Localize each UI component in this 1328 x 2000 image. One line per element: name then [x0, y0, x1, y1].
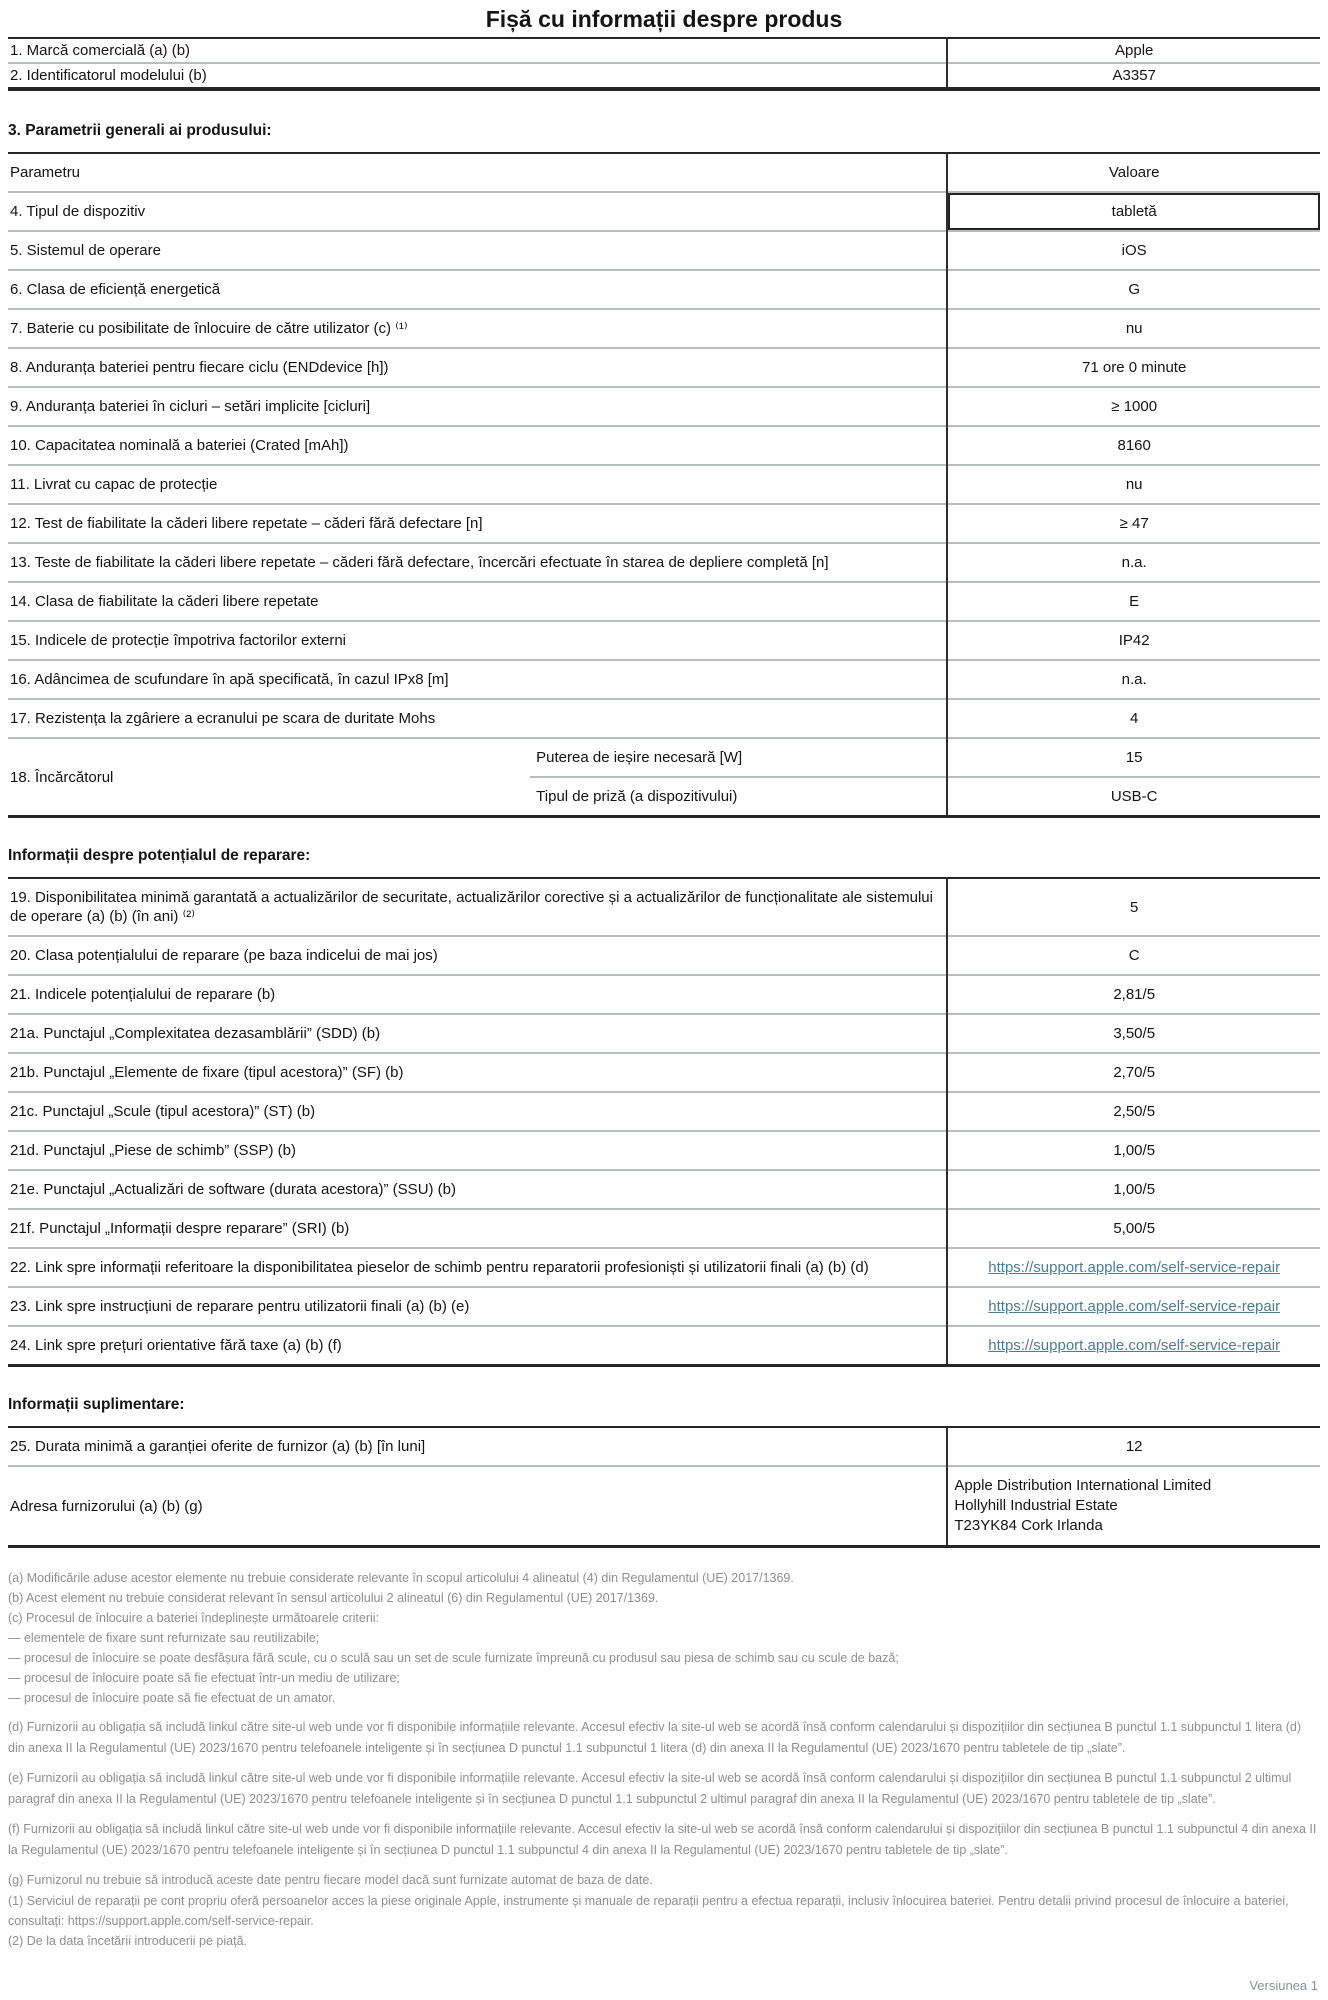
param-label: 23. Link spre instrucțiuni de reparare pentru utilizatorii finali (a) (b) (e)	[8, 1287, 947, 1326]
param-label: 20. Clasa potențialului de reparare (pe baza indicelui de mai jos)	[8, 936, 947, 975]
param-value: G	[947, 270, 1320, 309]
param-label: 16. Adâncimea de scufundare în apă specificată, în cazul IPx8 [m]	[8, 660, 947, 699]
param-label: 17. Rezistența la zgâriere a ecranului pe scara de duritate Mohs	[8, 699, 947, 738]
param-label: 21. Indicele potențialului de reparare (b)	[8, 975, 947, 1014]
param-value: 1,00/5	[947, 1170, 1320, 1209]
param-value: tabletă	[947, 192, 1320, 231]
footnote: (e) Furnizorii au obligația să includă linkul către site-ul web unde vor fi disponibile informațiile relevante. Accesul efectiv la site-ul web se acordă însă conform calendarului și dispozițiilor din secțiunea B punctul 1.1 subpunctul 2 ultimul paragraf din anexa II la Regulamentul (UE) 2023/1670 pentru telefoanele inteligente și în secțiunea D punctul 1.1 subpunctul 2 ultimul paragraf din anexa II la Regulamentul (UE) 2023/1670 pentru tabletele de tip „slate”.	[8, 1771, 1292, 1806]
table-row	[8, 38, 1320, 63]
table-row	[8, 621, 1320, 660]
param-label: 4. Tipul de dispozitiv	[8, 192, 947, 231]
table-row	[8, 660, 1320, 699]
param-label: 21b. Punctajul „Elemente de fixare (tipul acestora)” (SF) (b)	[8, 1053, 947, 1092]
param-value: C	[947, 936, 1320, 975]
param-label: 21e. Punctajul „Actualizări de software (durata acestora)” (SSU) (b)	[8, 1170, 947, 1209]
param-value: 2,70/5	[947, 1053, 1320, 1092]
param-value: USB-C	[947, 777, 1320, 817]
column-header-value: Valoare	[947, 153, 1320, 192]
section-repair-title: Informații despre potențialul de reparare:	[8, 847, 311, 864]
param-label: 21c. Punctajul „Scule (tipul acestora)” (ST) (b)	[8, 1092, 947, 1131]
param-value: 71 ore 0 minute	[947, 348, 1320, 387]
param-value: iOS	[947, 231, 1320, 270]
table-row	[8, 426, 1320, 465]
version-label: Versiunea 1	[1249, 1978, 1318, 1993]
param-value: 5,00/5	[947, 1209, 1320, 1248]
param-value: 12	[947, 1427, 1320, 1466]
param-value: IP42	[947, 621, 1320, 660]
footnote: — elementele de fixare sunt refurnizate sau reutilizabile;	[8, 1631, 320, 1645]
footnotes	[8, 1568, 1320, 1951]
table-row	[8, 699, 1320, 738]
footnote: (g) Furnizorul nu trebuie să introducă aceste date pentru fiecare model dacă sunt furnizate automat de baza de date.	[8, 1873, 653, 1887]
param-label: 7. Baterie cu posibilitate de înlocuire de către utilizator (c) ⁽¹⁾	[8, 309, 947, 348]
param-label: Adresa furnizorului (a) (b) (g)	[8, 1466, 947, 1547]
param-value: 2,81/5	[947, 975, 1320, 1014]
param-value: 4	[947, 699, 1320, 738]
param-label: 5. Sistemul de operare	[8, 231, 947, 270]
param-label: 24. Link spre prețuri orientative fără taxe (a) (b) (f)	[8, 1326, 947, 1366]
table-row	[8, 63, 1320, 89]
footnote: (1) Serviciul de reparații pe cont propriu oferă persoanelor acces la piese originale Apple, instrumente și manuale de reparații pentru a efectua reparații, inclusiv înlocuirea bateriei. Pentru detalii privind procesul de înlocuire a bateriei, consultați: https://support.apple.com/self-service-repair.	[8, 1894, 1289, 1928]
table-row	[8, 348, 1320, 387]
param-label: 14. Clasa de fiabilitate la căderi libere repetate	[8, 582, 947, 621]
table-row	[8, 1287, 1320, 1326]
footnote: (2) De la data încetării introducerii pe piață.	[8, 1934, 248, 1948]
param-value: 2,50/5	[947, 1092, 1320, 1131]
table-row	[8, 936, 1320, 975]
param-value: E	[947, 582, 1320, 621]
param-label: 10. Capacitatea nominală a bateriei (Crated [mAh])	[8, 426, 947, 465]
param-label: 21a. Punctajul „Complexitatea dezasamblării” (SDD) (b)	[8, 1014, 947, 1053]
table-row	[8, 1014, 1320, 1053]
footnote: — procesul de înlocuire se poate desfășura fără scule, cu o sculă sau un set de scule furnizate împreună cu produsul sau piesa de schimb sau cu scule de bază;	[8, 1651, 899, 1665]
table-row	[8, 582, 1320, 621]
param-label: 22. Link spre informații referitoare la disponibilitatea pieselor de schimb pentru reparatorii profesioniști și utilizatorii finali (a) (b) (d)	[8, 1248, 947, 1287]
section-additional-title: Informații suplimentare:	[8, 1396, 185, 1413]
table-row	[8, 1092, 1320, 1131]
repair-link[interactable]: https://support.apple.com/self-service-repair	[988, 1298, 1281, 1315]
table-row	[8, 1248, 1320, 1287]
address-line: T23YK84 Cork Irlanda	[954, 1517, 1103, 1534]
param-label: 18. Încărcătorul	[8, 738, 530, 817]
param-label: 15. Indicele de protecție împotriva factorilor externi	[8, 621, 947, 660]
param-label: 21d. Punctajul „Piese de schimb” (SSP) (b)	[8, 1131, 947, 1170]
param-label: 2. Identificatorul modelului (b)	[8, 63, 947, 89]
footnote: — procesul de înlocuire poate să fie efectuat într-un mediu de utilizare;	[8, 1671, 400, 1685]
param-label: 12. Test de fiabilitate la căderi libere repetate – căderi fără defectare [n]	[8, 504, 947, 543]
param-value: n.a.	[947, 660, 1320, 699]
table-row	[8, 387, 1320, 426]
param-value: 15	[947, 738, 1320, 777]
param-label: 11. Livrat cu capac de protecție	[8, 465, 947, 504]
table-row	[8, 309, 1320, 348]
address-line: Apple Distribution International Limited	[954, 1477, 1212, 1494]
table-row	[8, 504, 1320, 543]
footnote: (d) Furnizorii au obligația să includă linkul către site-ul web unde vor fi disponibile informațiile relevante. Accesul efectiv la site-ul web se acordă însă conform calendarului și dispozițiilor din secțiunea B punctul 1.1 subpunctul 1 litera (d) din anexa II la Regulamentul (UE) 2023/1670 pentru telefoanele inteligente și în secțiunea D punctul 1.1 subpunctul 1 litera (d) din anexa II la Regulamentul (UE) 2023/1670 pentru tabletele de tip „slate”.	[8, 1720, 1302, 1755]
table-row	[8, 1131, 1320, 1170]
param-label: 13. Teste de fiabilitate la căderi libere repetate – căderi fără defectare, încercări efectuate în starea de depliere completă [n]	[8, 543, 947, 582]
repair-table	[8, 877, 1320, 1367]
param-value: 1,00/5	[947, 1131, 1320, 1170]
table-row	[8, 1053, 1320, 1092]
param-value: n.a.	[947, 543, 1320, 582]
page-title: Fișă cu informații despre produs	[485, 6, 843, 32]
param-label: 19. Disponibilitatea minimă garantată a actualizărilor de securitate, actualizărilor corective și a actualizărilor de funcționalitate ale sistemului de operare (a) (b) (în ani) ⁽²⁾	[10, 889, 933, 925]
table-row	[8, 1209, 1320, 1248]
param-value	[947, 1287, 1320, 1326]
footnote: (f) Furnizorii au obligația să includă linkul către site-ul web unde vor fi disponibile informațiile relevante. Accesul efectiv la site-ul web se acordă însă conform calendarului și dispozițiilor din secțiunea B punctul 1.1 subpunctul 4 din anexa II la Regulamentul (UE) 2023/1670 pentru telefoanele inteligente și în secțiunea D punctul 1.1 subpunctul 4 din anexa II la Regulamentul (UE) 2023/1670 pentru tabletele de tip „slate”.	[8, 1822, 1317, 1857]
identity-table	[8, 37, 1320, 91]
table-row	[8, 465, 1320, 504]
table-row	[8, 1326, 1320, 1366]
param-label: 25. Durata minimă a garanției oferite de furnizor (a) (b) [în luni]	[10, 1438, 426, 1455]
table-row	[8, 231, 1320, 270]
footnote: (a) Modificările aduse acestor elemente nu trebuie considerate relevante în scopul articolului 4 alineatul (4) din Regulamentul (UE) 2017/1369.	[8, 1571, 794, 1585]
param-label: 6. Clasa de eficiență energetică	[8, 270, 947, 309]
param-value	[947, 1248, 1320, 1287]
table-header-row	[8, 153, 1320, 192]
param-value: 8160	[947, 426, 1320, 465]
param-label: 8. Anduranța bateriei pentru fiecare ciclu (ENDdevice [h])	[8, 348, 947, 387]
repair-link[interactable]: https://support.apple.com/self-service-repair	[988, 1259, 1281, 1276]
param-value: A3357	[947, 63, 1320, 89]
sub-param-label: Puterea de ieșire necesară [W]	[530, 738, 947, 777]
param-value	[947, 1466, 1320, 1547]
repair-link[interactable]: https://support.apple.com/self-service-repair	[988, 1337, 1281, 1354]
table-row	[8, 192, 1320, 231]
table-row	[8, 1427, 1320, 1466]
table-row	[8, 878, 1320, 936]
table-row	[8, 738, 1320, 777]
param-label: 1. Marcă comercială (a) (b)	[10, 42, 191, 59]
additional-table	[8, 1426, 1320, 1548]
param-value: nu	[947, 465, 1320, 504]
param-value: ≥ 1000	[947, 387, 1320, 426]
column-header-param: Parametru	[10, 164, 81, 181]
param-value: ≥ 47	[947, 504, 1320, 543]
param-value: Apple	[947, 38, 1320, 63]
param-value: 3,50/5	[947, 1014, 1320, 1053]
table-row	[8, 270, 1320, 309]
table-row	[8, 1170, 1320, 1209]
footnote: (b) Acest element nu trebuie considerat relevant în sensul articolului 2 alineatul (6) din Regulamentul (UE) 2017/1369.	[8, 1591, 659, 1605]
address-line: Hollyhill Industrial Estate	[954, 1497, 1118, 1514]
param-label: 9. Anduranța bateriei în cicluri – setări implicite [cicluri]	[8, 387, 947, 426]
table-row	[8, 1466, 1320, 1547]
section-general-title: 3. Parametrii generali ai produsului:	[8, 122, 272, 139]
param-value: nu	[947, 309, 1320, 348]
table-row	[8, 543, 1320, 582]
table-row	[8, 975, 1320, 1014]
param-value	[947, 1326, 1320, 1366]
sub-param-label: Tipul de priză (a dispozitivului)	[530, 777, 947, 817]
param-value: 5	[947, 878, 1320, 936]
footnote: — procesul de înlocuire poate să fie efectuat de un amator.	[8, 1691, 336, 1705]
footnote: (c) Procesul de înlocuire a bateriei îndeplinește următoarele criterii:	[8, 1611, 380, 1625]
general-parameters-table	[8, 152, 1320, 818]
param-label: 21f. Punctajul „Informații despre reparare” (SRI) (b)	[8, 1209, 947, 1248]
